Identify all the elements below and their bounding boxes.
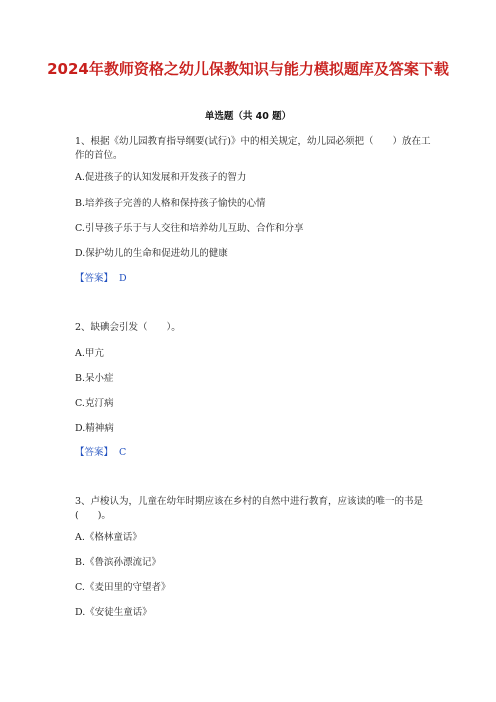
question-3-option-a: A.《格林童话》: [75, 532, 142, 543]
document-title: 2024年教师资格之幼儿保教知识与能力模拟题库及答案下载: [47, 60, 449, 78]
question-2-stem: 2、缺碘会引发（ ）。: [75, 322, 181, 333]
question-3-option-d: D.《安徒生童话》: [75, 607, 152, 618]
answer-label: 【答案】: [75, 273, 114, 284]
question-2-option-a: A.甲亢: [75, 348, 104, 359]
question-1-stem: 1、根据《幼儿园教育指导纲要(试行)》中的相关规定，幼儿园必须把（ ）放在工作的首位。: [75, 136, 431, 161]
answer-label: 【答案】: [75, 447, 114, 458]
question-1-option-b: B.培养孩子完善的人格和保持孩子愉快的心情: [75, 198, 266, 209]
question-1-answer: [75, 272, 127, 285]
question-1-option-d: D.保护幼儿的生命和促进幼儿的健康: [75, 248, 228, 259]
question-3-option-c: C.《麦田里的守望者》: [75, 582, 171, 593]
question-2-option-b: B.呆小症: [75, 373, 114, 384]
question-2-option-c: C.克汀病: [75, 398, 114, 409]
question-3-stem: 3、卢梭认为，儿童在幼年时期应该在乡村的自然中进行教育，应该读的唯一的书是( )。: [75, 496, 424, 521]
question-2-option-d: D.精神病: [75, 423, 114, 434]
question-1-option-a: A.促进孩子的认知发展和开发孩子的智力: [75, 172, 247, 183]
question-2-answer: [75, 446, 126, 459]
question-3-option-b: B.《鲁滨孙漂流记》: [75, 557, 162, 568]
question-1-option-c: C.引导孩子乐于与人交往和培养幼儿互助、合作和分享: [75, 223, 304, 234]
section-title: 单选题（共 40 题）: [204, 111, 292, 122]
answer-value: D: [119, 273, 127, 284]
answer-value: C: [119, 447, 127, 458]
